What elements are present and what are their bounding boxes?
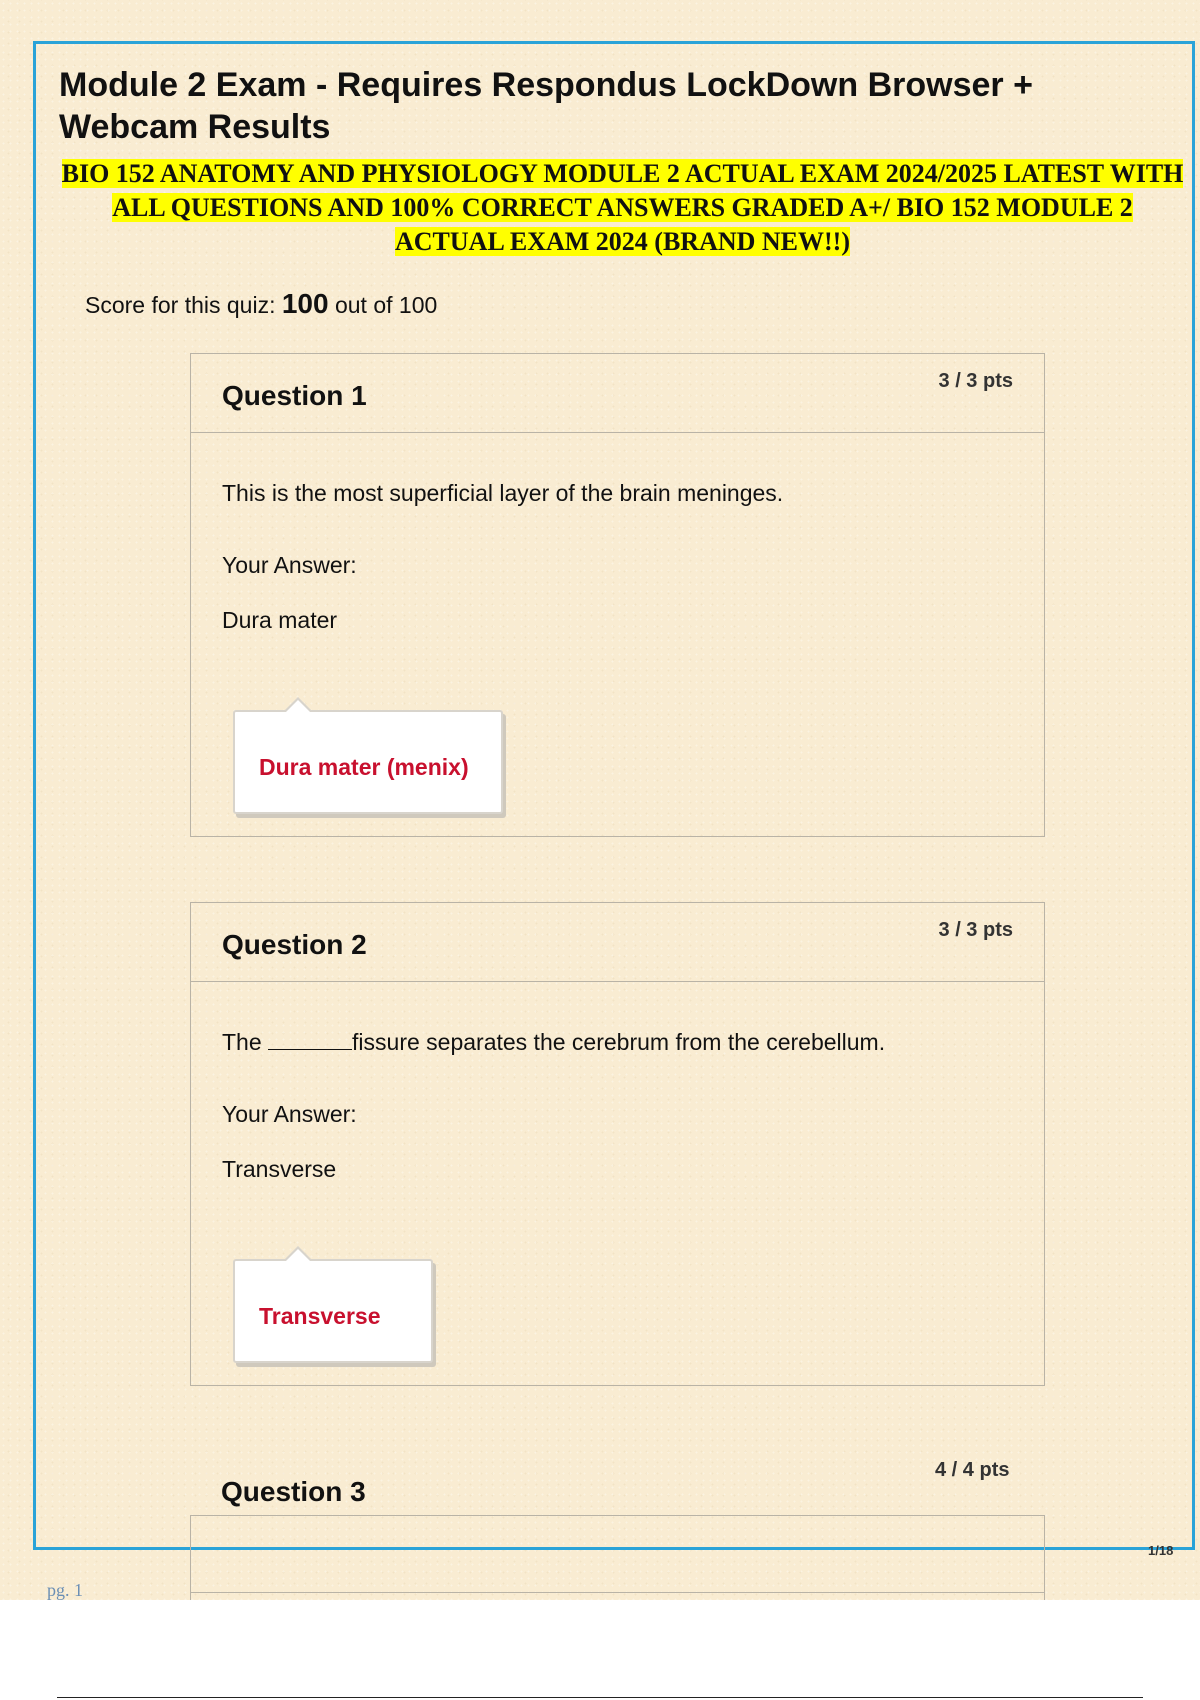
question-text-before: The bbox=[222, 1029, 262, 1055]
question-card-3 bbox=[190, 1515, 1045, 1600]
question-3-title: Question 3 bbox=[221, 1476, 366, 1507]
score-suffix: out of 100 bbox=[334, 292, 438, 318]
page-fraction: 1/18 bbox=[1148, 1543, 1174, 1558]
question-title: Question 2 bbox=[222, 929, 367, 960]
highlighted-banner bbox=[60, 157, 1185, 259]
question-card-1 bbox=[190, 353, 1045, 837]
correct-answer: Transverse bbox=[259, 1303, 381, 1329]
question-3-divider bbox=[190, 1592, 1045, 1593]
score-label: Score for this quiz: bbox=[85, 292, 276, 318]
banner-text: BIO 152 ANATOMY AND PHYSIOLOGY MODULE 2 ACTUAL EXAM 2024/2025 LATEST WITH ALL QUESTIONS AND 100% CORRECT ANSWERS GRADED A+/ BIO 152 MODULE 2 ACTUAL EXAM 2024 (BRAND NEW!!) bbox=[61, 159, 1184, 256]
score-value: 100 bbox=[281, 288, 329, 319]
quiz-score bbox=[85, 288, 437, 320]
your-answer-value: Transverse bbox=[222, 1156, 337, 1182]
question-title: Question 1 bbox=[222, 380, 367, 411]
fill-in-blank bbox=[268, 1029, 352, 1050]
question-header bbox=[191, 903, 1044, 982]
correct-answer-callout bbox=[233, 710, 503, 814]
question-text: This is the most superficial layer of the brain meninges. bbox=[222, 480, 784, 506]
question-3-points: 4 / 4 pts bbox=[935, 1459, 1010, 1481]
your-answer-value: Dura mater bbox=[222, 607, 338, 633]
correct-answer: Dura mater (menix) bbox=[259, 754, 469, 780]
question-text-after: fissure separates the cerebrum from the cerebellum. bbox=[352, 1029, 886, 1055]
correct-answer-callout bbox=[233, 1259, 433, 1363]
question-text bbox=[222, 1029, 885, 1056]
question-card-2 bbox=[190, 902, 1045, 1386]
footer-rule bbox=[57, 1697, 1143, 1698]
question-header bbox=[191, 354, 1044, 433]
page-title: Module 2 Exam - Requires Respondus LockDown Browser + Webcam Results bbox=[59, 66, 1033, 146]
your-answer-label: Your Answer: bbox=[222, 1101, 357, 1127]
your-answer-label: Your Answer: bbox=[222, 552, 357, 578]
page-number: pg. 1 bbox=[47, 1580, 83, 1600]
question-points: 3 / 3 pts bbox=[938, 919, 1013, 941]
question-points: 3 / 3 pts bbox=[938, 370, 1013, 392]
